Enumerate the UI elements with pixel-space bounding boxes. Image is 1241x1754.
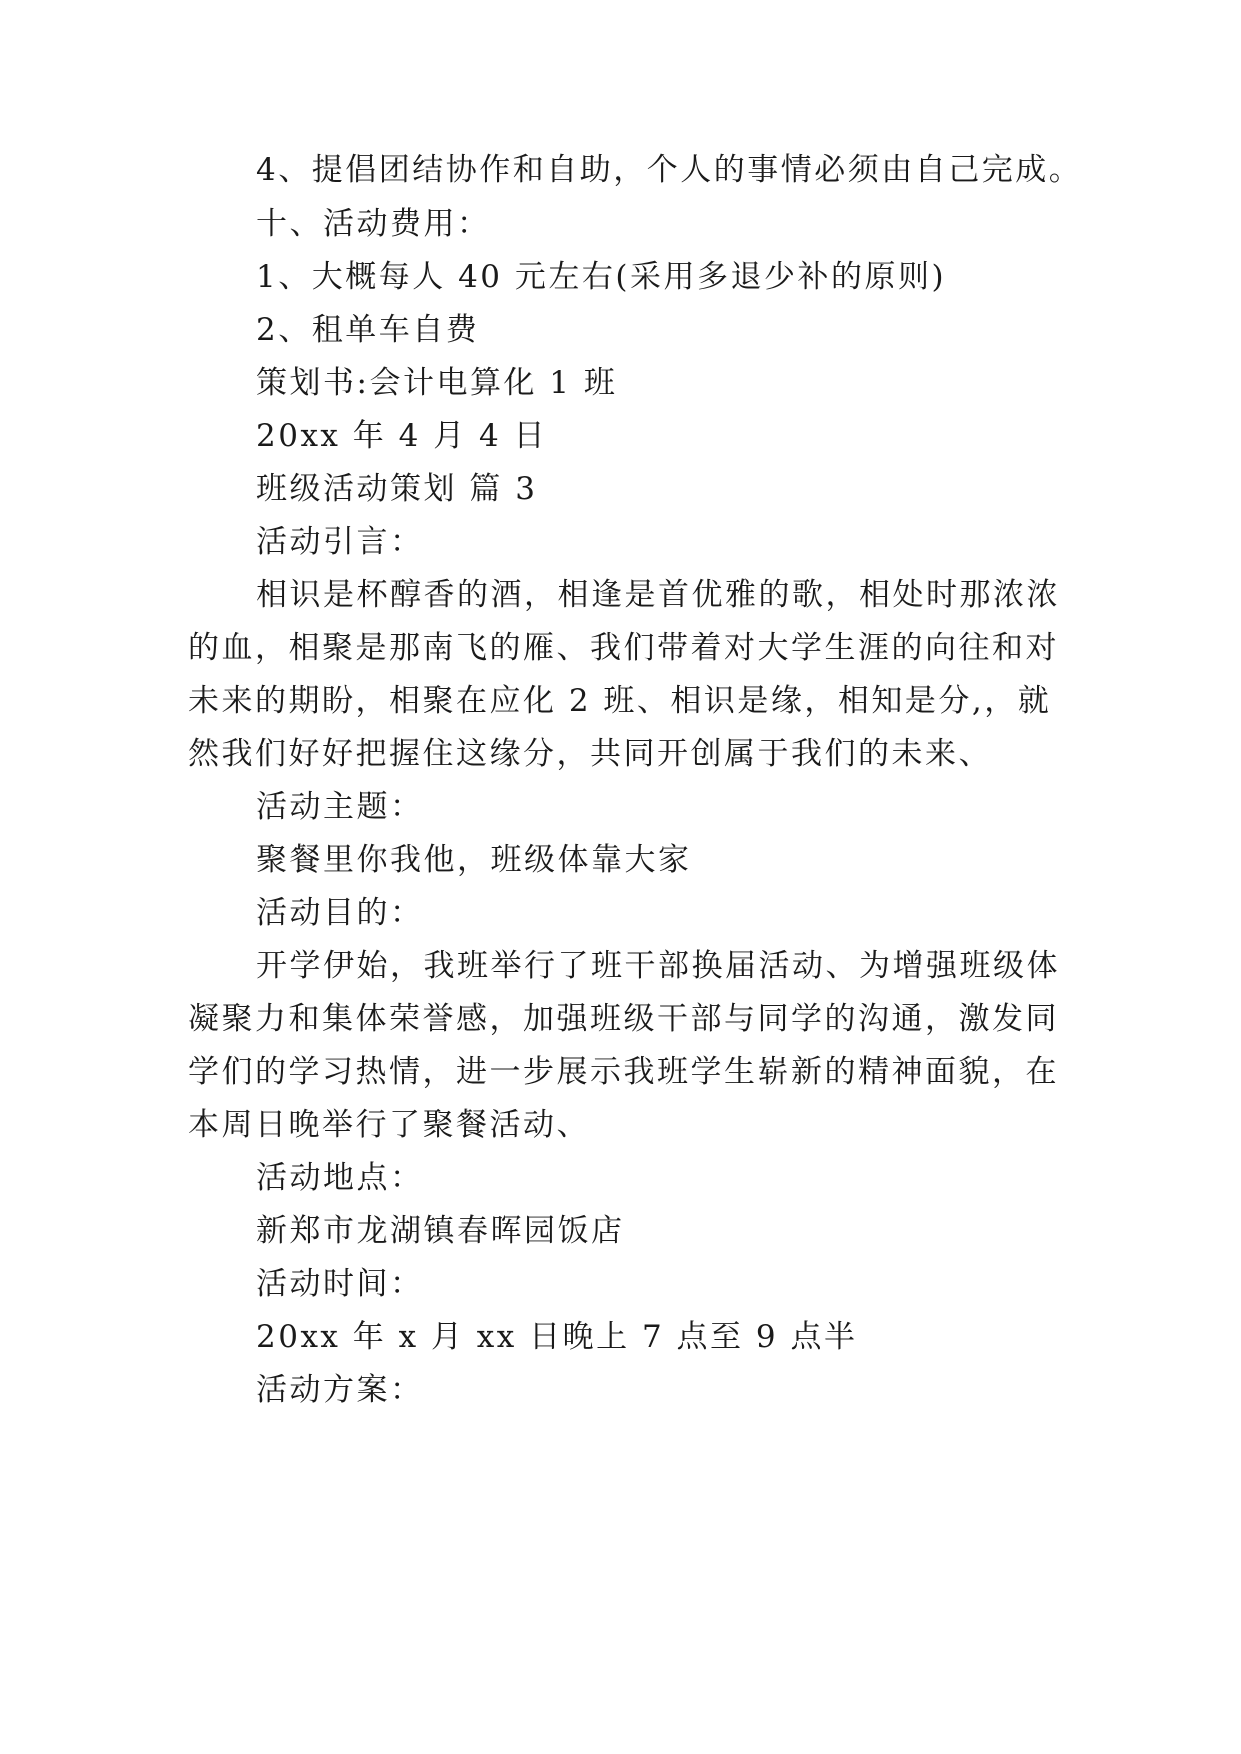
text-line: 20xx 年 x 月 xx 日晚上 7 点至 9 点半: [256, 1319, 858, 1355]
text-line: 策划书:会计电算化 1 班: [256, 365, 618, 401]
section-heading: 十、活动费用：: [256, 206, 491, 242]
text-line: 聚餐里你我他，班级体靠大家: [256, 842, 692, 878]
paragraph-line: 未来的期盼，相聚在应化 2 班、相识是缘，相知是分,，就: [188, 683, 1052, 719]
text-line: 4、提倡团结协作和自助，个人的事情必须由自己完成。: [256, 152, 1083, 188]
paragraph-line: 凝聚力和集体荣誉感，加强班级干部与同学的沟通，激发同: [188, 1001, 1059, 1037]
text-line: 新郑市龙湖镇春晖园饭店: [256, 1213, 625, 1249]
paragraph-line: 的血，相聚是那南飞的雁、我们带着对大学生涯的向往和对: [188, 630, 1059, 666]
text-line: 1、大概每人 40 元左右(采用多退少补的原则): [256, 259, 947, 295]
section-title: 班级活动策划 篇 3: [256, 471, 538, 507]
section-heading: 活动方案：: [256, 1372, 424, 1408]
paragraph-line: 相识是杯醇香的酒，相逢是首优雅的歌，相处时那浓浓: [256, 577, 1060, 613]
section-heading: 活动地点：: [256, 1160, 424, 1196]
date-line: 20xx 年 4 月 4 日: [256, 418, 548, 454]
paragraph-line: 然我们好好把握住这缘分，共同开创属于我们的未来、: [188, 736, 992, 772]
section-heading: 活动时间：: [256, 1266, 424, 1302]
section-heading: 活动目的：: [256, 895, 424, 931]
text-line: 2、租单车自费: [256, 312, 480, 348]
paragraph-line: 开学伊始，我班举行了班干部换届活动、为增强班级体: [256, 948, 1060, 984]
section-heading: 活动主题：: [256, 789, 424, 825]
section-heading: 活动引言：: [256, 524, 424, 560]
paragraph-line: 本周日晚举行了聚餐活动、: [188, 1107, 590, 1143]
paragraph-line: 学们的学习热情，进一步展示我班学生崭新的精神面貌，在: [188, 1054, 1059, 1090]
